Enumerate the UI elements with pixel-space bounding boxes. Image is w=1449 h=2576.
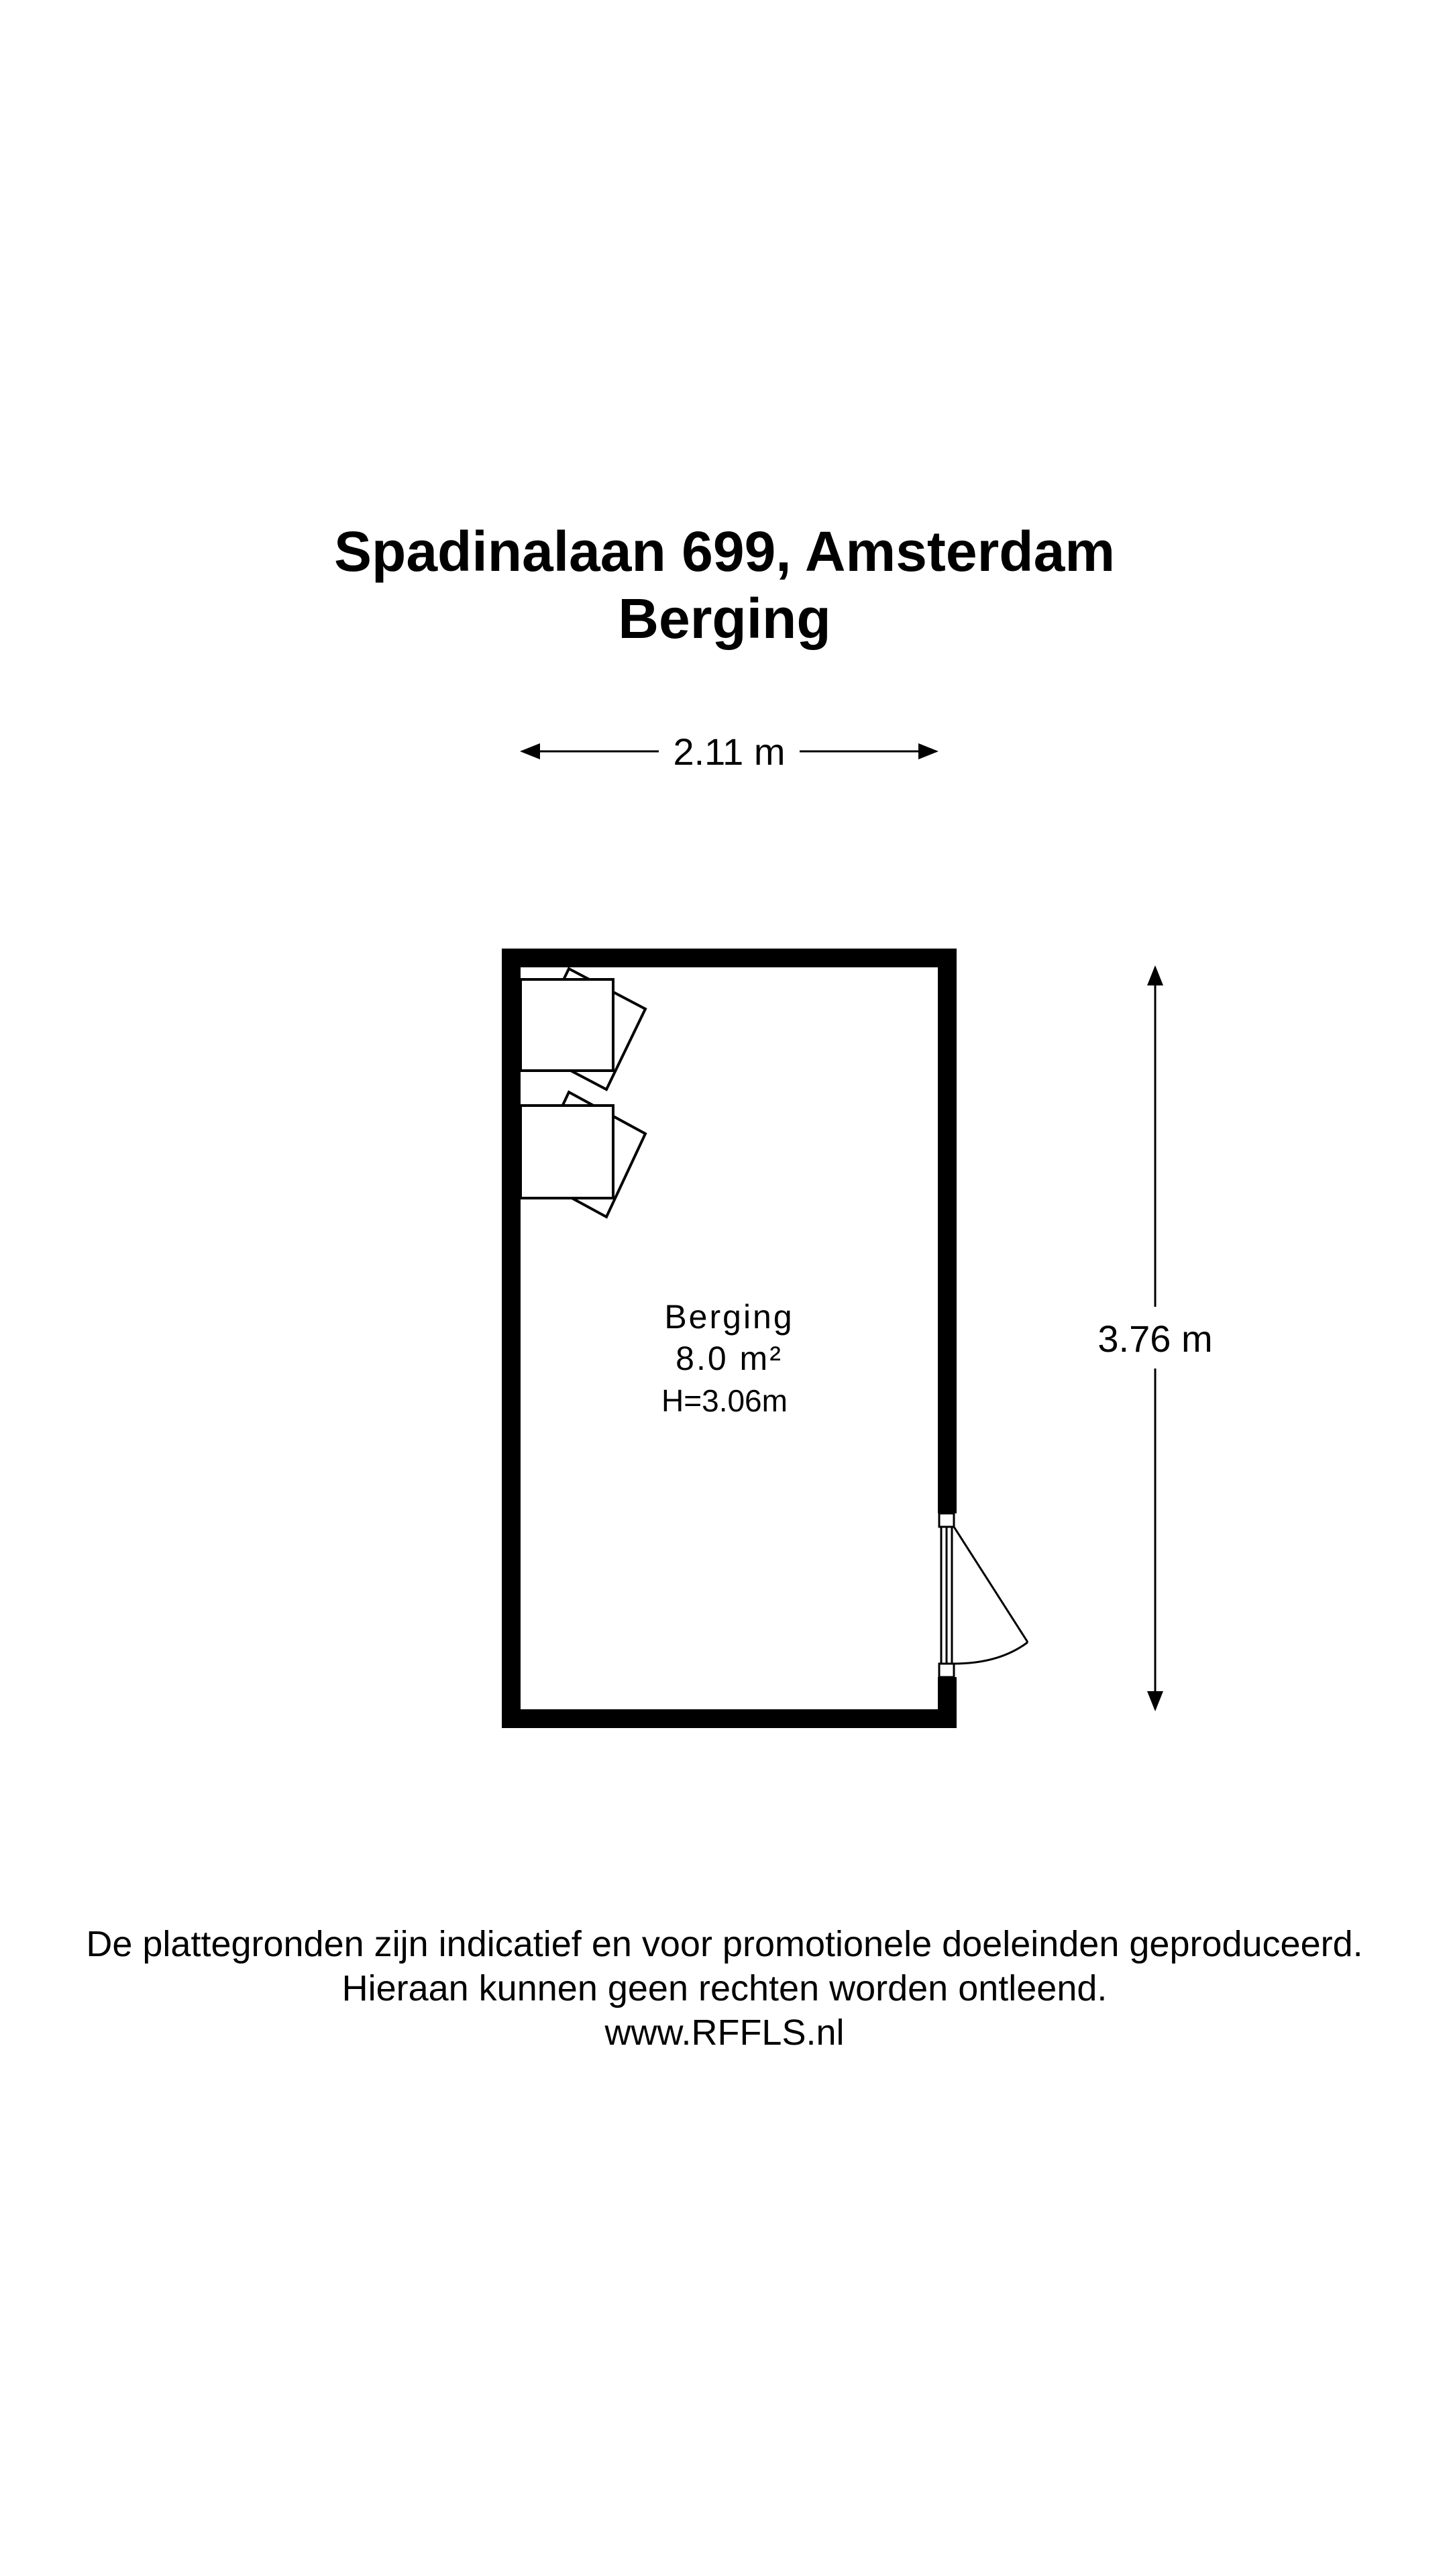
width-dimension <box>522 731 936 773</box>
wall-right-upper <box>938 949 957 1513</box>
width-label: 2.11 m <box>673 731 786 773</box>
disclaimer-line-2: Hieraan kunnen geen rechten worden ontleend. <box>341 1968 1108 2008</box>
page-title: Spadinalaan 699, Amsterdam <box>333 520 1116 583</box>
cabinet-upper-box <box>521 979 613 1071</box>
cabinet-lower <box>521 1092 645 1217</box>
wall-top <box>502 949 957 967</box>
room-ceiling-height: H=3.06m <box>661 1383 788 1418</box>
wall-right-lower <box>938 1677 957 1728</box>
wall-bottom <box>502 1709 957 1728</box>
room-name: Berging <box>664 1298 794 1336</box>
room-label <box>661 1298 794 1418</box>
height-label: 3.76 m <box>1097 1318 1213 1360</box>
door-jamb-bottom <box>939 1664 954 1677</box>
floor-name: Berging <box>618 587 831 650</box>
door-jamb-top <box>939 1513 954 1527</box>
wall-left <box>502 949 521 1728</box>
door <box>939 1513 1028 1677</box>
cabinet-lower-box <box>521 1106 613 1198</box>
room-area: 8.0 m² <box>676 1340 783 1377</box>
height-dimension <box>1097 967 1212 1709</box>
disclaimer-line-1: De plattegronden zijn indicatief en voor promotionele doeleinden geproduceerd. <box>86 1924 1363 1964</box>
website-link[interactable]: www.RFFLS.nl <box>604 2012 845 2053</box>
cabinet-upper <box>521 969 645 1089</box>
door-swing-arc <box>954 1642 1028 1664</box>
door-leaf <box>954 1527 1028 1642</box>
